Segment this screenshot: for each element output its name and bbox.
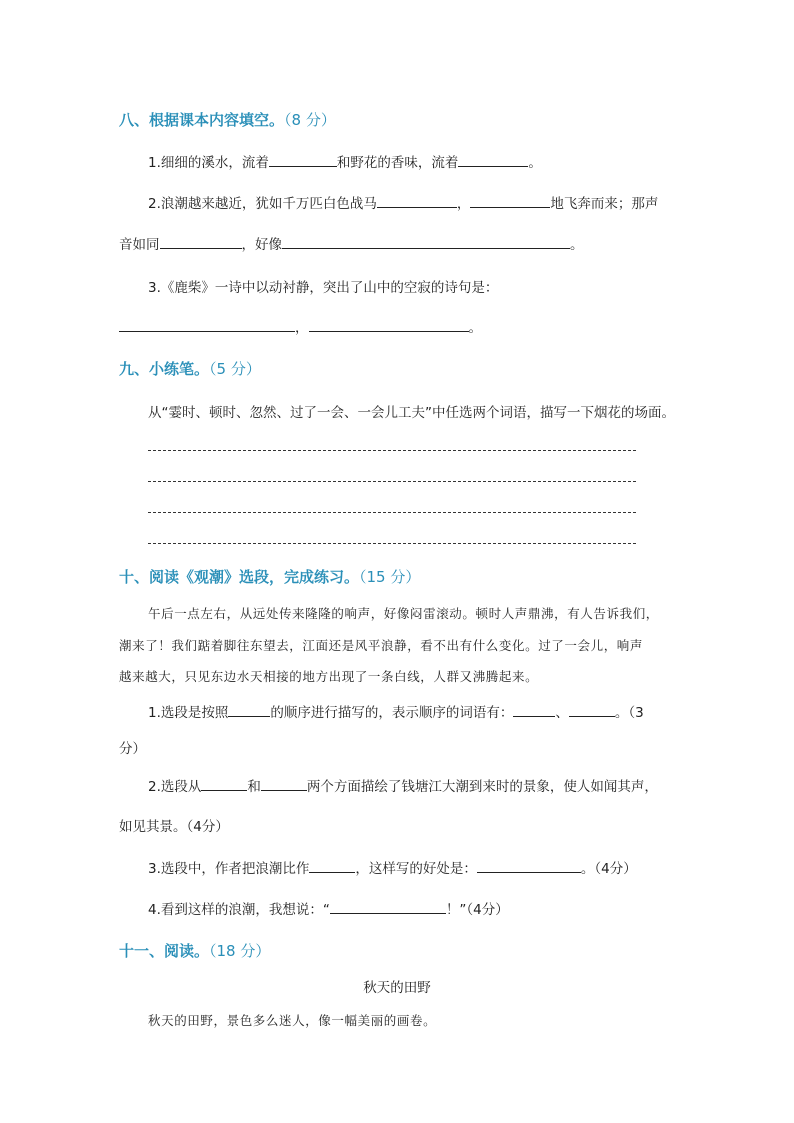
s10-q2-text-c: 两个方面描绘了钱塘江大潮到来时的景象，使人如闻其声，: [306, 779, 658, 795]
writing-line[interactable]: [148, 450, 636, 451]
s10-q1-text-c: 、: [555, 705, 569, 721]
writing-line[interactable]: [148, 512, 636, 513]
s8-q1-text-b: 和野花的香味，流着: [336, 155, 459, 171]
s8-q2-text-b: ，: [456, 196, 471, 212]
s8-q2-text-f: 。: [570, 237, 584, 253]
s8-q2-text-e: ，好像: [241, 237, 282, 253]
s8-q3-end: 。: [468, 320, 482, 336]
answer-blank[interactable]: [330, 901, 446, 914]
s8-question-2: [148, 192, 658, 212]
section-11-title: 十一、阅读。: [119, 942, 210, 960]
passage-line: 午后一点左右，从远处传来隆隆的响声，好像闷雷滚动。顿时人声鼎沸，有人告诉我们，: [148, 606, 659, 621]
answer-blank[interactable]: [261, 778, 307, 791]
s10-q1-text-d: 。（3: [614, 705, 644, 721]
section-9-score: （5 分）: [209, 360, 261, 378]
s10-q4-text-a: 4.看到这样的浪潮，我想说：“: [148, 902, 330, 918]
s10-q3-text-a: 3.选段中，作者把浪潮比作: [148, 861, 310, 877]
s8-q2-text-d: 音如同: [119, 237, 160, 253]
writing-line[interactable]: [148, 481, 636, 482]
story-line: 秋天的田野，景色多么迷人，像一幅美丽的画卷。: [148, 1013, 437, 1028]
answer-blank[interactable]: [513, 704, 555, 717]
s10-question-1: [148, 701, 644, 721]
s8-question-2-cont: [119, 233, 584, 253]
section-11-heading: [119, 940, 270, 961]
section-10-score: （15 分）: [359, 568, 421, 586]
s10-q3-text-b: ，这样写的好处是：: [355, 861, 477, 877]
answer-blank[interactable]: [458, 154, 528, 167]
section-8-title: 八、根据课本内容填空。: [119, 111, 285, 129]
section-9-title: 九、小练笔。: [119, 360, 210, 378]
section-9-heading: [119, 358, 261, 379]
answer-blank[interactable]: [477, 860, 581, 873]
section-10-heading: [119, 566, 420, 587]
s8-q1-text-a: 1.细细的溪水，流着: [148, 155, 269, 171]
answer-blank[interactable]: [309, 860, 355, 873]
writing-line[interactable]: [148, 543, 636, 544]
story-title: 秋天的田野: [363, 980, 431, 996]
s10-q1-text-b: 的顺序进行描写的，表示顺序的词语有：: [270, 705, 514, 721]
answer-blank[interactable]: [228, 704, 270, 717]
s8-q2-text-c: 地飞奔而来；那声: [550, 196, 659, 212]
answer-blank[interactable]: [269, 154, 337, 167]
s8-question-1: [148, 151, 542, 171]
answer-blank[interactable]: [201, 778, 247, 791]
s10-q4-text-b: ！”（4分）: [445, 902, 509, 918]
s10-q2-text-b: 和: [247, 779, 261, 795]
section-10-title: 十、阅读《观潮》选段，完成练习。: [119, 568, 360, 586]
answer-blank[interactable]: [119, 319, 295, 332]
answer-blank[interactable]: [160, 236, 242, 249]
s10-question-1-cont: 分）: [119, 741, 146, 757]
passage-line: 越来越大，只见东边水天相接的地方出现了一条白线，人群又沸腾起来。: [119, 669, 539, 684]
s10-question-4: [148, 898, 509, 918]
answer-blank[interactable]: [309, 319, 469, 332]
s10-q2-text-a: 2.选段从: [148, 779, 202, 795]
answer-blank[interactable]: [470, 195, 550, 208]
s10-question-3: [148, 857, 637, 877]
s10-q3-text-c: 。（4分）: [580, 861, 637, 877]
answer-blank[interactable]: [282, 236, 570, 249]
passage-line: 潮来了！我们踮着脚往东望去，江面还是风平浪静，看不出有什么变化。过了一会儿，响声: [119, 638, 644, 653]
answer-blank[interactable]: [569, 704, 615, 717]
s10-question-2: [148, 775, 658, 795]
section-8-heading: [119, 109, 336, 130]
s8-question-3: 3.《鹿柴》一诗中以动衬静，突出了山中的空寂的诗句是：: [148, 280, 499, 296]
s8-q1-text-c: 。: [528, 155, 542, 171]
answer-blank[interactable]: [377, 195, 457, 208]
s8-q3-sep: ，: [295, 320, 309, 336]
s8-q2-text-a: 2.浪潮越来越近，犹如千万匹白色战马: [148, 196, 377, 212]
section-8-score: （8 分）: [284, 111, 336, 129]
s8-question-3-answer: [119, 316, 482, 336]
section-11-score: （18 分）: [209, 942, 271, 960]
s10-q1-text-a: 1.选段是按照: [148, 705, 229, 721]
s10-question-2-cont: 如见其景。（4分）: [119, 819, 229, 835]
s9-prompt: 从“霎时、顿时、忽然、过了一会、一会儿工夫”中任选两个词语，描写一下烟花的场面。: [148, 405, 675, 421]
